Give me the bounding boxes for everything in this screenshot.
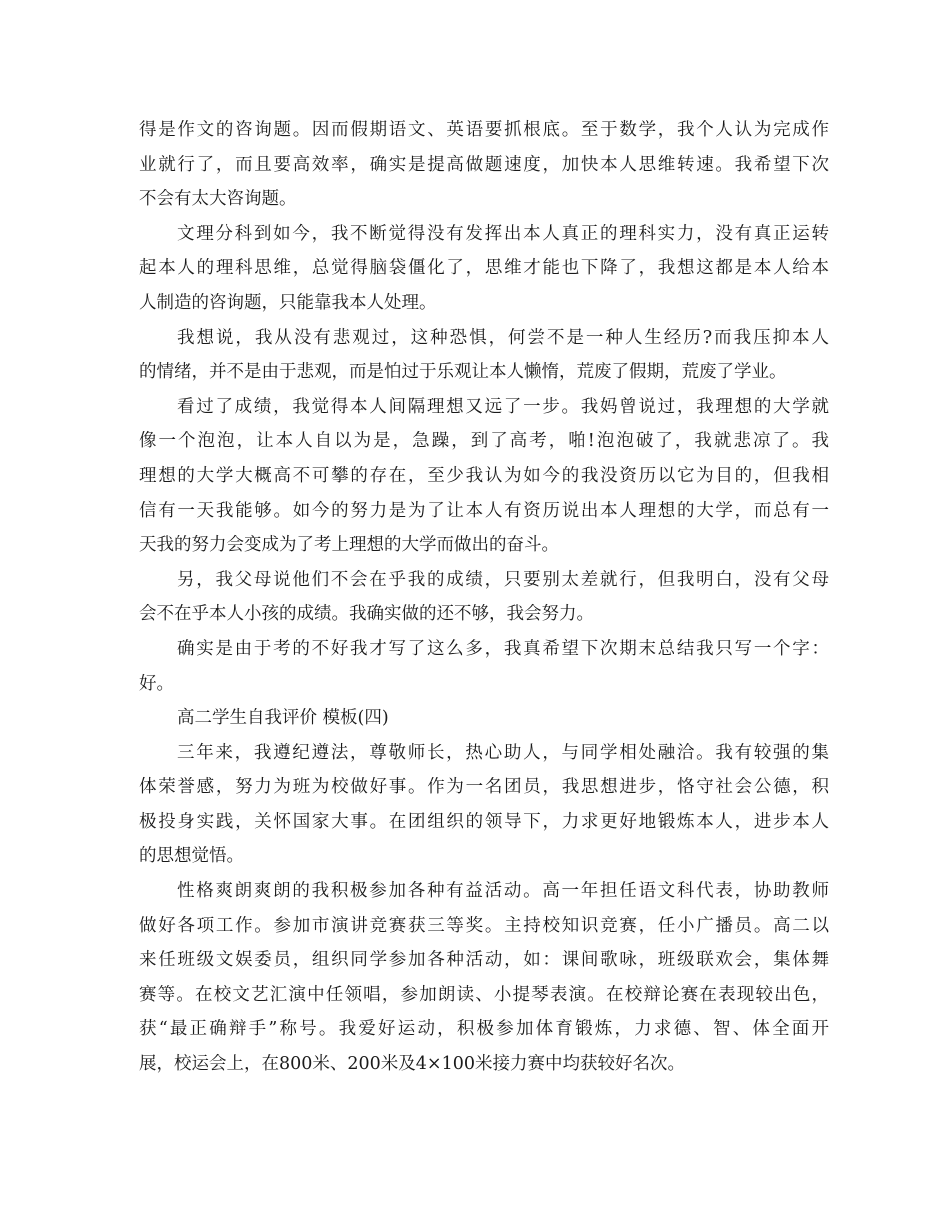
- text-line: 的思想觉悟。: [139, 846, 244, 867]
- text-line: 确实是由于考的不好我才写了这么多，我真希望下次期末总结我只写一个字：: [177, 638, 829, 659]
- text-line: 性格爽朗爽朗的我积极参加各种有益活动。高一年担任语文科代表，协助教师: [177, 881, 829, 902]
- text-line: 三年来，我遵纪遵法，尊敬师长，热心助人，与同学相处融洽。我有较强的集: [177, 742, 829, 763]
- document-body: [139, 113, 829, 1082]
- text-line: 赛等。在校文艺汇演中任领唱，参加朗读、小提琴表演。在校辩论赛在表现较出色，: [139, 984, 829, 1005]
- text-line: 我想说，我从没有悲观过，这种恐惧，何尝不是一种人生经历?而我压抑本人: [177, 327, 829, 348]
- text-line: 信有一天我能够。如今的努力是为了让本人有资历说出本人理想的大学，而总有一: [139, 500, 829, 521]
- text-line: 来任班级文娱委员，组织同学参加各种活动，如：课间歌咏，班级联欢会，集体舞: [139, 950, 829, 971]
- text-line: 理想的大学大概高不可攀的存在，至少我认为如今的我没资历以它为目的，但我相: [139, 465, 829, 486]
- text-line: 另，我父母说他们不会在乎我的成绩，只要别太差就行，但我明白，没有父母: [177, 569, 829, 590]
- text-line: 极投身实践，关怀国家大事。在团组织的领导下，力求更好地锻炼本人，进步本人: [139, 811, 829, 832]
- text-line: 做好各项工作。参加市演讲竞赛获三等奖。主持校知识竞赛，任小广播员。高二以: [139, 915, 829, 936]
- text-line: 获“最正确辩手”称号。我爱好运动，积极参加体育锻炼，力求德、智、体全面开: [139, 1019, 829, 1040]
- text-line: 得是作文的咨询题。因而假期语文、英语要抓根底。至于数学，我个人认为完成作: [139, 120, 829, 140]
- text-line: 文理分科到如今，我不断觉得没有发挥出本人真正的理科实力，没有真正运转: [177, 223, 829, 244]
- text-line: 会不在乎本人小孩的成绩。我确实做的还不够，我会努力。: [139, 604, 594, 625]
- text-line: 天我的努力会变成为了考上理想的大学而做出的奋斗。: [139, 535, 559, 556]
- text-line: 展，校运会上，在800米、200米及4×100米接力赛中均获较好名次。: [139, 1054, 686, 1075]
- text-line: 起本人的理科思维，总觉得脑袋僵化了，思维才能也下降了，我想这都是本人给本: [139, 258, 829, 279]
- text-line: 的情绪，并不是由于悲观，而是怕过于乐观让本人懒惰，荒废了假期，荒废了学业。: [139, 362, 787, 383]
- text-line: 人制造的咨询题，只能靠我本人处理。: [139, 292, 437, 313]
- text-line: 业就行了，而且要高效率，确实是提高做题速度，加快本人思维转速。我希望下次: [139, 154, 829, 175]
- text-line: 体荣誉感，努力为班为校做好事。作为一名团员，我思想进步，恪守社会公德，积: [139, 777, 829, 798]
- text-line: 像一个泡泡，让本人自以为是，急躁，到了高考，啪!泡泡破了，我就悲凉了。我: [139, 431, 829, 452]
- text-line: 不会有太大咨询题。: [139, 189, 297, 210]
- text-line: 看过了成绩，我觉得本人间隔理想又远了一步。我妈曾说过，我理想的大学就: [177, 396, 829, 417]
- text-line: 高二学生自我评价 模板(四): [177, 708, 389, 729]
- text-line: 好。: [139, 673, 174, 694]
